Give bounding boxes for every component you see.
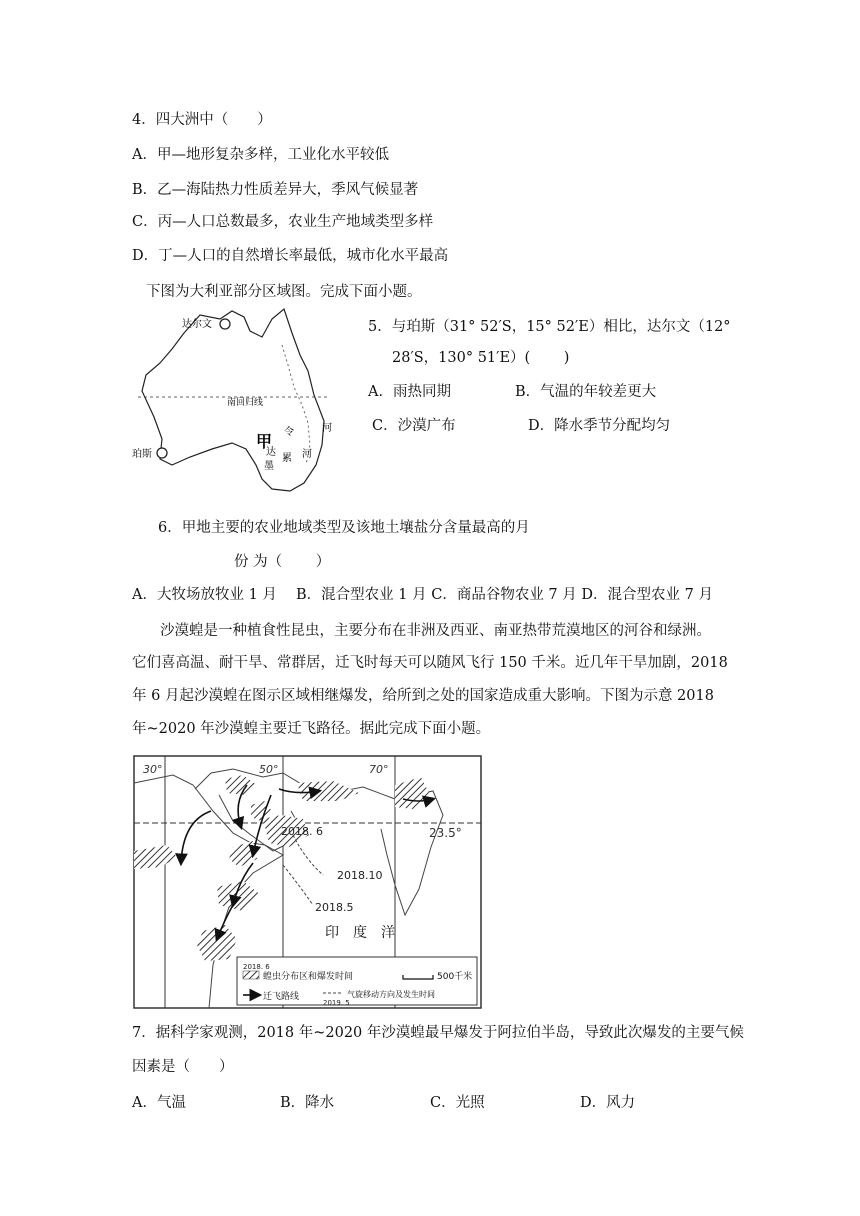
q4-option-c: C．丙—人口总数最多，农业生产地域类型多样 bbox=[132, 214, 434, 230]
q4-option-a: A．甲—地形复杂多样，工业化水平较低 bbox=[132, 147, 389, 163]
q5-option-a: A．雨热同期 bbox=[368, 384, 451, 400]
australia-intro: 下图为大利亚部分区域图。完成下面小题。 bbox=[146, 284, 422, 300]
locust-text-4: 年~2020 年沙漠蝗主要迁飞路径。据此完成下面小题。 bbox=[132, 721, 491, 737]
locust-text-1: 沙漠蝗是一种植食性昆虫，主要分布在非洲及西亚、南亚热带荒漠地区的河谷和绿洲。 bbox=[160, 623, 711, 639]
ocean-label: 印 度 洋 bbox=[325, 925, 395, 941]
date-label-2018-6: 2018. 6 bbox=[281, 825, 323, 838]
river-char-5: 累 bbox=[282, 453, 292, 464]
jia-label: 甲 bbox=[256, 432, 273, 451]
q5-option-c: C．沙漠广布 bbox=[372, 418, 456, 434]
q7-option-d: D．风力 bbox=[580, 1095, 636, 1111]
q5-stem-1: 5．与珀斯（31° 52′S，15° 52′E）相比，达尔文（12° bbox=[368, 319, 731, 335]
q7-option-b: B．降水 bbox=[280, 1095, 335, 1111]
legend-area-label: 蝗虫分布区和爆发时间 bbox=[263, 972, 354, 982]
lon-50-label: 50° bbox=[259, 763, 279, 776]
q4-stem: 4．四大洲中（ ） bbox=[132, 112, 272, 128]
river-char-2: 令 bbox=[284, 427, 294, 438]
q6-stem-2: 份 为（ ） bbox=[234, 554, 331, 570]
date-label-2018-5: 2018.5 bbox=[315, 901, 354, 914]
q5-option-d: D．降水季节分配均匀 bbox=[528, 418, 671, 434]
lon-70-label: 70° bbox=[369, 763, 389, 776]
legend-scale-label: 500千米 bbox=[437, 972, 473, 982]
q4-option-d: D．丁—人口的自然增长率最低，城市化水平最高 bbox=[132, 248, 449, 264]
river-char-4: 墨 bbox=[264, 461, 274, 472]
q6-stem-1: 6．甲地主要的农业地域类型及该地土壤盐分含量最高的月 bbox=[158, 520, 530, 536]
darwin-label: 达尔文 bbox=[182, 319, 212, 330]
q5-stem-2: 28′S，130° 51′E）( ) bbox=[392, 350, 570, 366]
locust-text-2: 它们喜高温、耐干旱、常群居，迁飞时每天可以随风飞行 150 千米。近几年干旱加剧，2018 bbox=[132, 655, 728, 671]
q4-option-b: B．乙—海陆热力性质差异大，季风气候显著 bbox=[132, 182, 419, 198]
tropic-lat-label: 23.5° bbox=[429, 826, 462, 840]
date-label-2018-10: 2018.10 bbox=[337, 869, 383, 882]
q7-stem-2: 因素是（ ） bbox=[132, 1059, 234, 1075]
locust-map bbox=[133, 755, 483, 1009]
legend-date-1: 2018. 6 bbox=[243, 963, 270, 971]
q7-stem-1: 7．据科学家观测，2018 年~2020 年沙漠蝗最早爆发于阿拉伯半岛，导致此次爆发的主要气候 bbox=[132, 1025, 744, 1041]
q5-option-b: B．气温的年较差更大 bbox=[515, 384, 657, 400]
legend-date-2: 2019. 5 bbox=[323, 999, 350, 1007]
river-char-6: 河 bbox=[302, 449, 312, 460]
q7-option-c: C．光照 bbox=[430, 1095, 485, 1111]
river-char-3: 达 bbox=[266, 447, 276, 458]
perth-label: 珀斯 bbox=[132, 449, 152, 460]
australia-map bbox=[132, 305, 354, 495]
legend-cyclone-label: 气旋移动方向及发生时间 bbox=[347, 990, 435, 999]
river-char-1: 河 bbox=[322, 423, 332, 434]
legend-route-label: 迁飞路线 bbox=[263, 992, 300, 1002]
locust-text-3: 年 6 月起沙漠蝗在图示区域相继爆发，给所到之处的国家造成重大影响。下图为示意 2018 bbox=[132, 688, 714, 704]
q6-options: A．大牧场放牧业 1 月 B．混合型农业 1 月 C．商品谷物农业 7 月 D．混合型农业 7 月 bbox=[132, 587, 713, 603]
lon-30-label: 30° bbox=[143, 763, 163, 776]
tropic-label: 南回归线 bbox=[227, 398, 264, 408]
q7-option-a: A．气温 bbox=[132, 1095, 186, 1111]
